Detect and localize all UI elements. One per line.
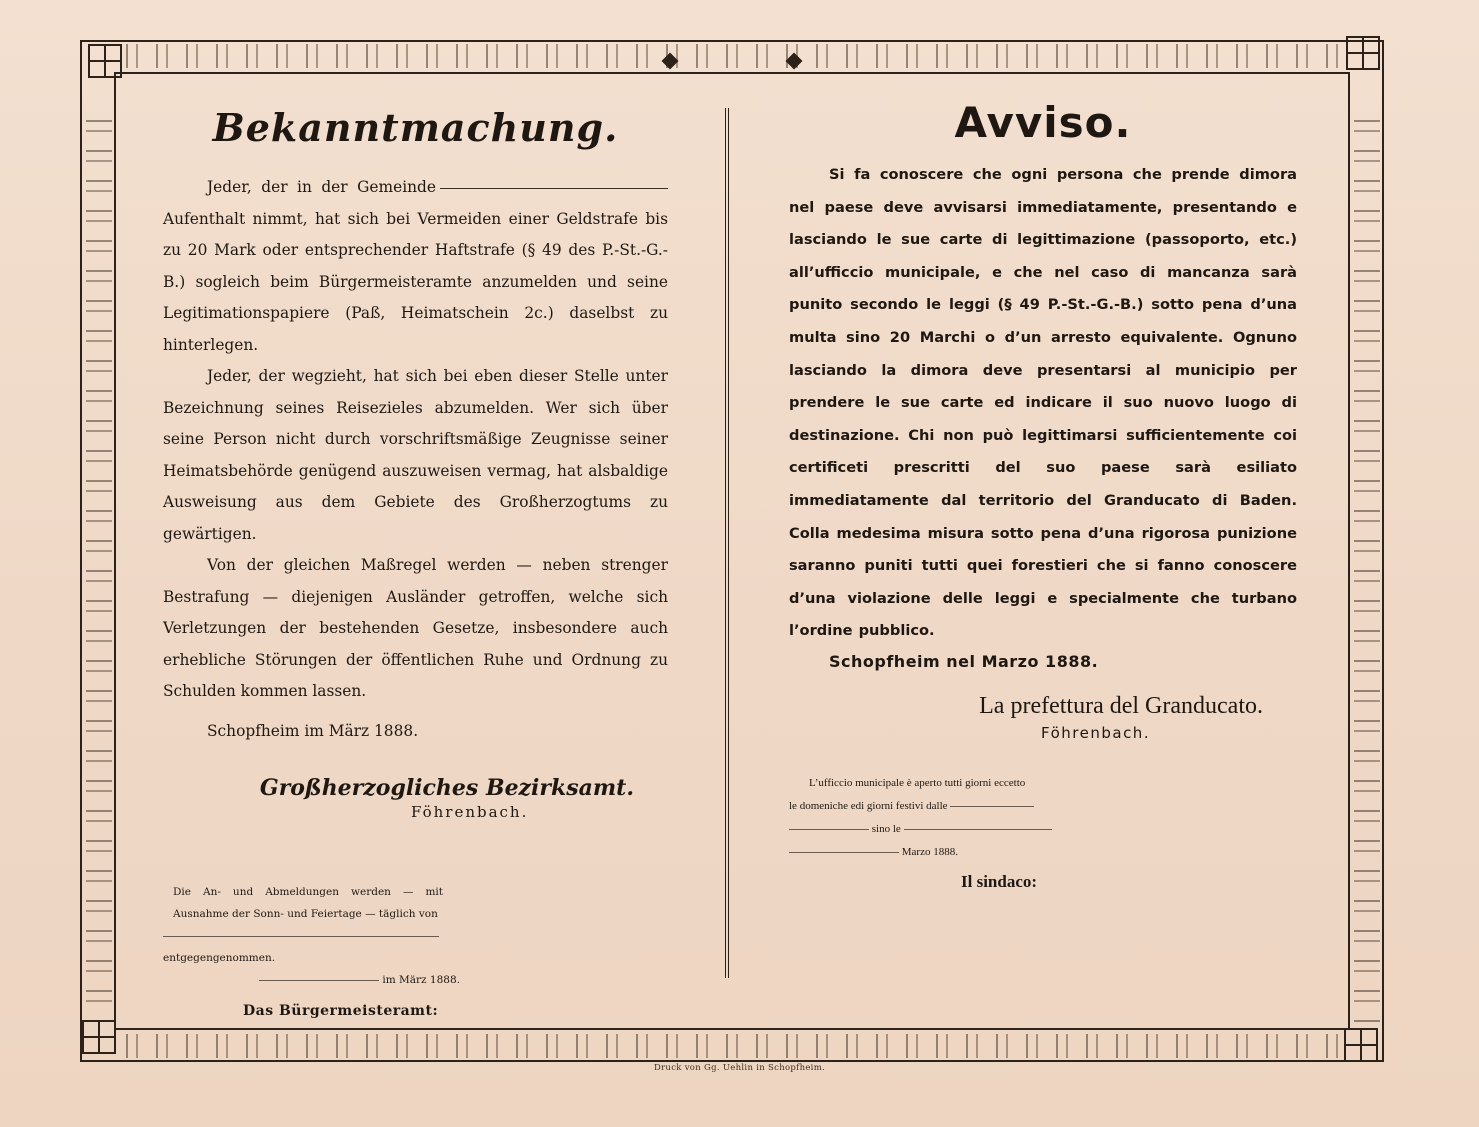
german-notice bbox=[163, 105, 668, 1019]
corner-ornament-bottom-left bbox=[82, 1020, 116, 1054]
german-received-line: entgegengenommen. bbox=[163, 951, 276, 964]
german-paragraph-1-start: Jeder, der in der Gemeinde bbox=[207, 178, 436, 196]
german-official-name: Föhrenbach. bbox=[411, 802, 529, 821]
bottom-vine-ornament bbox=[116, 1034, 1348, 1058]
german-hours-blank bbox=[163, 925, 668, 947]
italian-body: Si fa conoscere che ogni persona che prende dimora nel paese deve avvisarsi immediatamente, presentando e lasciando le sue carte di legittimazione (passoporto, etc.) all’ufficcio municipale, e che nel caso di mancanza sarà punito secondo le leggi (§ 49 P.-St.-G.-B.) sotto pena d’una multa sino 20 Marchi o d’un arresto equivalente. Ognuno lasciando la dimora deve presentarsi al municipio per prendere le sue carte ed indicare il suo nuovo luogo di destinazione. Chi non può legittimarsi sufficientemente coi certificeti prescritti del suo paese sarà esiliato immediatamente dal territorio del Granducato di Baden. Colla medesima misura sotto pena d’una rigorosa punizione saranno puniti tutti quei forestieri che si fanno conoscere d’una violazione delle leggi e specialmente che turbano l’ordine pubblico. bbox=[789, 166, 1297, 640]
german-date-line bbox=[163, 969, 668, 991]
corner-ornament-top-right bbox=[1346, 36, 1380, 70]
german-title: Bekanntmachung. bbox=[212, 105, 619, 150]
italian-place-date: Schopfheim nel Marzo 1888. bbox=[829, 651, 1099, 671]
italian-office-hours-line3 bbox=[789, 818, 1297, 841]
italian-authority: La prefettura del Granducato. bbox=[979, 692, 1263, 719]
municipality-blank-line bbox=[440, 187, 668, 189]
italian-office-hours-note bbox=[789, 772, 1297, 864]
german-office-hours-text: Die An- und Abmeldungen werden — mit Ausnahme der Sonn- und Feiertage — täglich von bbox=[173, 885, 443, 920]
italian-signoff: Il sindaco: bbox=[961, 871, 1038, 891]
italian-notice bbox=[789, 98, 1297, 892]
italian-office-hours-line2 bbox=[789, 795, 1297, 818]
german-place-date: Schopfheim im März 1888. bbox=[207, 721, 419, 740]
german-paragraph-3: Von der gleichen Maßregel werden — neben strenger Bestrafung — diejenigen Ausländer getroffen, welche sich Verletzungen der bestehenden Gesetze, insbesondere auch erhebliche Störungen der öffentlichen Ruhe und Ordnung zu Schulden kommen lassen. bbox=[163, 556, 668, 700]
italian-official-name: Föhrenbach. bbox=[1041, 723, 1151, 742]
italian-until-text: sino le bbox=[871, 822, 901, 835]
top-vine-ornament bbox=[116, 44, 1348, 68]
right-vine-ornament bbox=[1354, 110, 1380, 1030]
italian-date-line bbox=[789, 841, 1297, 864]
corner-ornament-bottom-right bbox=[1344, 1028, 1378, 1062]
german-small-date: im März 1888. bbox=[382, 973, 460, 986]
italian-small-date: Marzo 1888. bbox=[901, 845, 958, 858]
german-paragraph-2: Jeder, der wegzieht, hat sich bei eben dieser Stelle unter Bezeichnung seines Reisezieles abzumelden. Wer sich über seine Person nicht durch vorschriftsmäßige Zeugnisse seiner Heimatsbehörde genügend auszuweisen vermag, hat alsbaldige Ausweisung aus dem Gebiete des Großherzogtums zu gewärtigen. bbox=[163, 367, 668, 543]
corner-ornament-top-left bbox=[88, 44, 122, 78]
printer-imprint: Druck von Gg. Uehlin in Schopfheim. bbox=[653, 1063, 826, 1073]
italian-office-hours-line1: L’ufficcio municipale è aperto tutti giorni eccetto bbox=[809, 776, 1026, 789]
italian-office-hours-text2: le domeniche edi giorni festivi dalle bbox=[789, 799, 948, 812]
italian-title: Avviso. bbox=[954, 98, 1132, 147]
left-vine-ornament bbox=[86, 110, 112, 1030]
german-paragraph-1 bbox=[163, 172, 668, 361]
german-signoff: Das Bürgermeisteramt: bbox=[243, 1002, 439, 1019]
german-paragraph-1-rest: Aufenthalt nimmt, hat sich bei Vermeiden einer Geldstrafe bis zu 20 Mark oder entsprechender Haftstrafe (§ 49 des P.-St.-G.-B.) sogleich beim Bürgermeisteramte anzumelden und seine Legitimationspapiere (Paß, Heimatschein 2c.) daselbst zu hinterlegen. bbox=[163, 209, 668, 354]
german-office-hours-note bbox=[163, 881, 668, 991]
column-divider bbox=[725, 108, 729, 978]
german-authority: Großherzogliches Bezirksamt. bbox=[259, 774, 634, 801]
